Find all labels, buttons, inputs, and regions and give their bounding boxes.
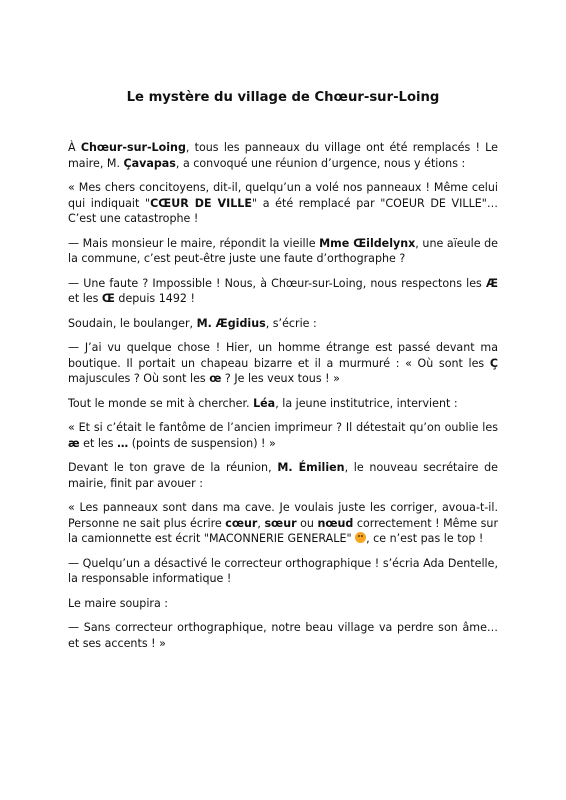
paragraph <box>68 180 498 227</box>
bold-text: M. Ægidius <box>196 316 266 330</box>
text-run: À <box>68 141 81 154</box>
document-body <box>68 140 498 651</box>
text-run: — J’ai vu quelque chose ! Hier, un homme étrange est passé devant ma boutique. Il portait un chapeau bizarre et il a murmuré : « Où sont les <box>68 341 498 370</box>
paragraph <box>68 500 498 547</box>
text-run: ou <box>296 516 318 530</box>
paragraph <box>68 620 498 651</box>
paragraph <box>68 316 498 332</box>
text-run: et les <box>68 292 102 305</box>
text-run: « Et si c’était le fantôme de l’ancien imprimeur ? Il détestait qu’on oublie les <box>68 421 498 434</box>
paragraph <box>68 396 498 412</box>
paragraph <box>68 420 498 451</box>
bold-text: Æ <box>485 276 498 290</box>
text-run: , s’écrie : <box>265 316 317 330</box>
text-run: Devant le ton grave de la réunion, <box>68 461 278 474</box>
text-run: — Sans correcteur orthographique, notre beau village va perdre son âme… et ses accents ! » <box>68 621 498 650</box>
paragraph <box>68 460 498 491</box>
bold-text: Léa <box>253 396 276 410</box>
text-run: , ce n’est pas le top ! <box>366 532 484 545</box>
paragraph <box>68 596 498 612</box>
bold-text: œ <box>209 372 222 385</box>
bold-text: cœur <box>225 516 258 530</box>
bold-text: æ <box>68 436 80 450</box>
text-run: , tous les panneaux du village ont été remplacés ! Le maire, M. <box>68 141 498 170</box>
text-run: Soudain, le boulanger, <box>68 316 197 330</box>
paragraph <box>68 340 498 387</box>
text-run: depuis 1492 ! <box>114 292 195 305</box>
bold-text: Mme Œildelynx <box>319 236 416 250</box>
grinning-face-icon <box>355 532 366 543</box>
text-run: , <box>257 516 265 530</box>
paragraph <box>68 276 498 307</box>
text-run: (points de suspension) ! » <box>128 436 276 450</box>
text-run: , a convoqué une réunion d’urgence, nous y étions : <box>175 156 466 170</box>
bold-text: Chœur-sur-Loing <box>80 141 186 154</box>
bold-text: nœud <box>317 516 354 530</box>
text-run: — Mais monsieur le maire, répondit la vieille <box>68 236 320 250</box>
text-run: correctement ! Même sur la camionnette est écrit "MACONNERIE GENERALE" <box>68 516 499 545</box>
text-run: , la jeune institutrice, intervient : <box>275 396 458 410</box>
bold-text: sœur <box>264 516 297 530</box>
text-run: Le maire soupira : <box>68 596 169 610</box>
paragraph <box>68 556 498 587</box>
paragraph <box>68 140 498 171</box>
text-run: majuscules ? Où sont les <box>68 372 210 385</box>
document-title: Le mystère du village de Chœur-sur-Loing <box>126 90 440 105</box>
text-run: ? Je les veux tous ! » <box>221 372 340 385</box>
text-run: — Quelqu’un a désactivé le correcteur orthographique ! s’écria Ada Dentelle, la responsable informatique ! <box>68 556 498 585</box>
paragraph <box>68 236 498 267</box>
bold-text: Çavapas <box>123 156 176 170</box>
text-run: et les <box>79 436 118 450</box>
text-run: , une aïeule de la commune, c’est peut-être juste une faute d’orthographe ? <box>68 236 498 265</box>
bold-text: Ç <box>489 356 498 370</box>
bold-text: M. Émilien <box>277 461 345 474</box>
text-run: — Une faute ? Impossible ! Nous, à Chœur-sur-Loing, nous respectons les <box>68 276 486 290</box>
text-run: « Les panneaux sont dans ma cave. Je voulais juste les corriger, avoua-t-il. Personne ne sait plus écrire <box>68 501 498 530</box>
text-run: Tout le monde se mit à chercher. <box>68 396 254 410</box>
text-run: " a été remplacé par "COEUR DE VILLE"… C’est une catastrophe ! <box>68 196 498 225</box>
bold-text: … <box>117 436 129 450</box>
text-run: , le nouveau secrétaire de mairie, finit par avouer : <box>68 461 498 490</box>
bold-text: Œ <box>101 292 115 305</box>
bold-text: CŒUR DE VILLE <box>150 196 252 210</box>
text-run: « Mes chers concitoyens, dit-il, quelqu’un a volé nos panneaux ! Même celui qui indiquait " <box>68 181 498 210</box>
